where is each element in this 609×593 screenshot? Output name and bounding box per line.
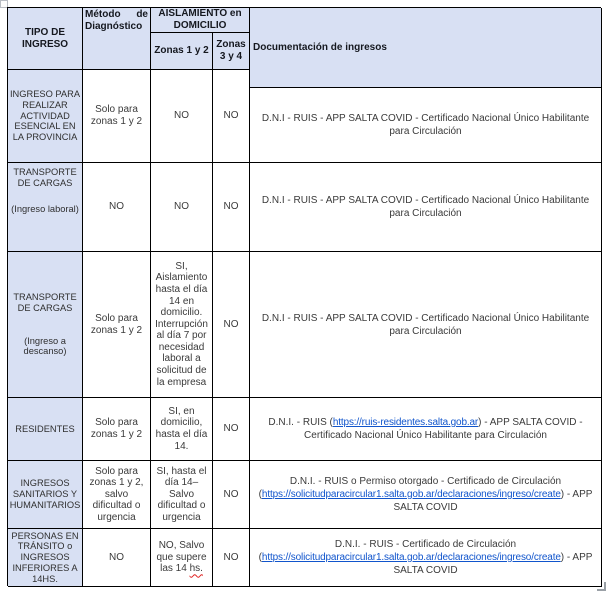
tipo-note: (Ingreso a descanso) [23,335,67,357]
doc-link[interactable]: https://solicitudparacircular1.salta.gob.ar/declaraciones/ingreso/create [261,489,561,500]
doc-text-block [252,416,599,442]
row3-documentacion [250,252,602,398]
header-documentacion: Documentación de ingresos [250,8,602,88]
ingresos-table [7,7,601,586]
row5-zonas34: NO [213,461,250,529]
header-zonas-1-2: Zonas 1 y 2 [151,33,213,70]
row2-documentacion [250,163,602,252]
doc-text: D.N.I - RUIS - APP SALTA COVID - Certificado Nacional Único Habilitante para Circulación [261,195,590,219]
header-metodo-label: Método de Diagnóstico [85,9,148,32]
row4-zonas34: NO [213,398,250,461]
misspelled-word: hs. [189,563,203,575]
row-tipo-personas-transito: PERSONAS EN TRÁNSITO o INGRESOS INFERIORES A 14HS. [8,529,83,587]
row2-zonas34: NO [213,163,250,252]
doc-text: D.N.I. - RUIS - Certificado de Circulación ( [258,539,517,563]
header-zonas-3-4: Zonas 3 y 4 [213,33,250,70]
doc-text-block [252,475,599,514]
row6-documentacion [250,529,602,587]
row-tipo-transporte-descanso [8,252,83,398]
row-tipo-sanitarios-humanitarios: INGRESOS SANITARIOS Y HUMANITARIOS [8,461,83,529]
zonas12-before: NO, Salvo que supere las 14 [156,540,207,575]
tipo-title: TRANSPORTE DE CARGAS [13,167,77,188]
doc-text-block [252,194,599,220]
row6-metodo: NO [83,529,151,587]
doc-text-block [252,112,599,138]
header-metodo-diagnostico [83,8,151,70]
doc-text-block [252,538,599,577]
table-resize-handle[interactable] [597,582,606,591]
zonas12-text [153,540,210,575]
header-aislamiento-domicilio: AISLAMIENTO en DOMICILIO [151,8,250,33]
row4-documentacion [250,398,602,461]
row1-zonas34: NO [213,70,250,163]
row2-metodo: NO [83,163,151,252]
row-tipo-transporte-laboral [8,163,83,252]
doc-text: ) - APP SALTA COVID [393,489,593,513]
row6-zonas34: NO [213,529,250,587]
row5-documentacion [250,461,602,529]
row5-metodo: Solo para zonas 1 y 2, salvo dificultad o urgencia [83,461,151,529]
row3-zonas12: SI, Aislamiento hasta el día 14 en domicilio. Interrupción al día 7 por necesidad laboral a solicitud de la empresa [151,252,213,398]
row4-zonas12: SI, en domicilio, hasta el día 14. [151,398,213,461]
doc-text: D.N.I - RUIS - APP SALTA COVID - Certificado Nacional Único Habilitante para Circulación [261,312,590,337]
doc-text: ) - APP SALTA COVID - Certificado Nacional Único Habilitante para Circulación [304,417,583,441]
row-tipo-residentes: RESIDENTES [8,398,83,461]
row5-zonas12: SI, hasta el día 14– Salvo dificultad o urgencia [151,461,213,529]
tipo-note: (Ingreso laboral) [11,203,79,214]
row-tipo-actividad-esencial: INGRESO PARA REALIZAR ACTIVIDAD ESENCIAL EN LA PROVINCIA [8,70,83,163]
doc-text: D.N.I. - RUIS o Permiso otorgado - Certificado de Circulación ( [258,476,562,500]
doc-text: D.N.I - RUIS - APP SALTA COVID - Certificado Nacional Único Habilitante para Circulación [261,113,590,137]
header-tipo-de-ingreso: TIPO DE INGRESO [8,8,83,70]
doc-text: ) - APP SALTA COVID [393,552,593,576]
row6-zonas12 [151,529,213,587]
doc-link[interactable]: https://solicitudparacircular1.salta.gob.ar/declaraciones/ingreso/create [261,552,561,563]
row2-zonas12: NO [151,163,213,252]
row4-metodo: Solo para zonas 1 y 2 [83,398,151,461]
doc-text-block [252,312,599,338]
row3-zonas34: NO [213,252,250,398]
doc-link[interactable]: https://ruis-residentes.salta.gob.ar [332,417,479,428]
row1-documentacion [250,88,602,163]
row3-metodo: Solo para zonas 1 y 2 [83,252,151,398]
row1-zonas12: NO [151,70,213,163]
doc-text: D.N.I. - RUIS ( [268,417,333,428]
tipo-title: TRANSPORTE DE CARGAS [13,291,77,313]
row1-metodo: Solo para zonas 1 y 2 [83,70,151,163]
